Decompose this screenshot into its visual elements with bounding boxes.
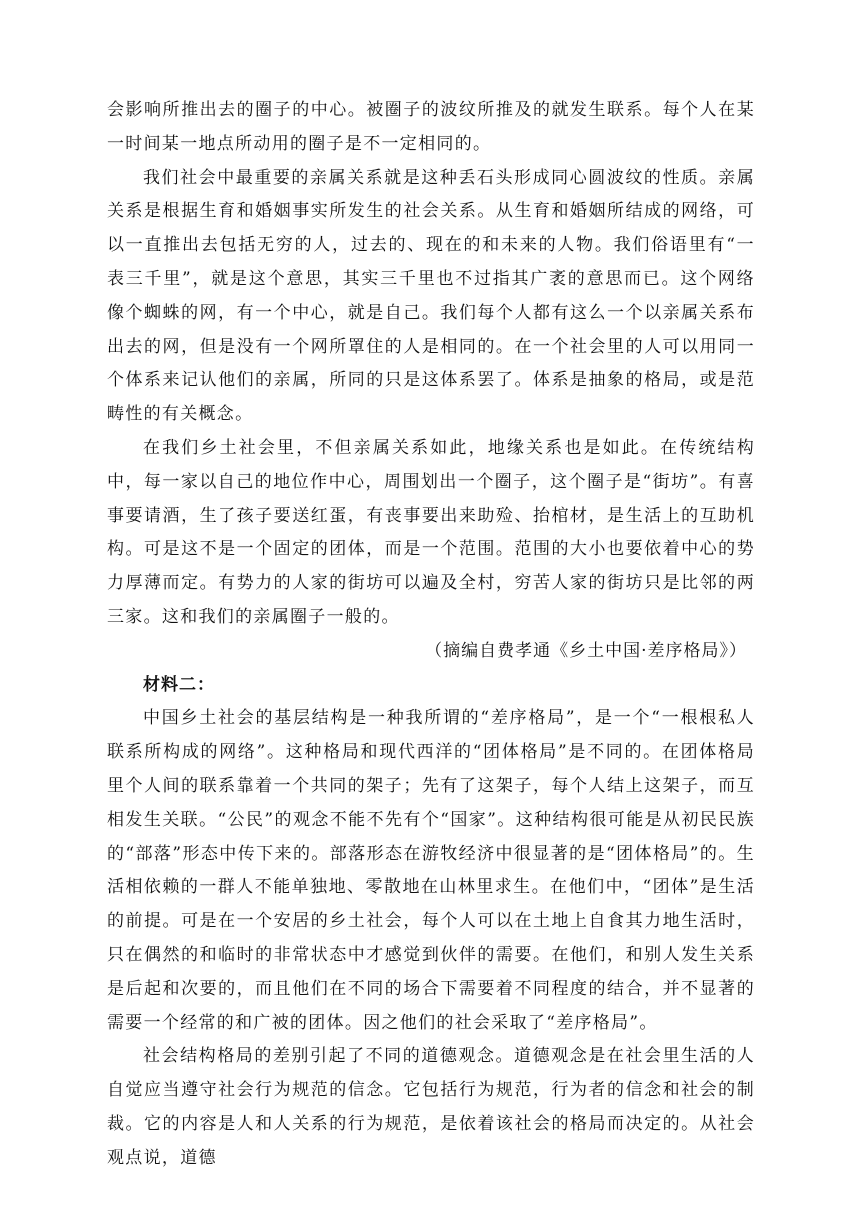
paragraph-structure: 中国乡土社会的基层结构是一种我所谓的“差序格局”，是一个“一根根私人联系所构成的网络”。这种格局和现代西洋的“团体格局”是不同的。在团体格局里个人间的联系靠着一个共同的架子；先有了这架子，每个人结上这架子，而互相发生关联。“公民”的观念不能不先有个“国家”。这种结构很可能是从初民民族的“部落”形态中传下来的。部落形态在游牧经济中很显著的是“团体格局”的。生活相依赖的一群人不能单独地、零散地在山林里求生。在他们中，“团体”是生活的前提。可是在一个安居的乡土社会，每个人可以在土地上自食其力地生活时，只在偶然的和临时的非常状态中才感觉到伙伴的需要。在他们，和别人发生关系是后起和次要的，而且他们在不同的场合下需要着不同程度的结合，并不显著的需要一个经常的和广被的团体。因之他们的社会采取了“差序格局”。 xyxy=(107,708,755,1033)
paragraph-1-continuation: 会影响所推出去的圈子的中心。被圈子的波纹所推及的就发生联系。每个人在某一时间某一地点所动用的圈子是不一定相同的。 xyxy=(107,100,755,154)
paragraph-kinship: 我们社会中最重要的亲属关系就是这种丢石头形成同心圆波纹的性质。亲属关系是根据生育和婚姻事实所发生的社会关系。从生育和婚姻所结成的网络，可以一直推出去包括无穷的人，过去的、现在的和未来的人物。我们俗语里有“一表三千里”，就是这个意思，其实三千里也不过指其广袤的意思而已。这个网络像个蜘蛛的网，有一个中心，就是自己。我们每个人都有这么一个以亲属关系布出去的网，但是没有一个网所罩住的人是相同的。在一个社会里的人可以用同一个体系来记认他们的亲属，所同的只是这体系罢了。体系是抽象的格局，或是范畴性的有关概念。 xyxy=(107,167,755,425)
source-citation: （摘编自费孝通《乡土中国·差序格局》） xyxy=(425,640,747,661)
paragraph-neighborhood: 在我们乡土社会里，不但亲属关系如此，地缘关系也是如此。在传统结构中，每一家以自己的地位作中心，周围划出一个圈子，这个圈子是“街坊”。有喜事要请酒，生了孩子要送红蛋，有丧事要出来助殓、抬棺材，是生活上的互助机构。可是这不是一个固定的团体，而是一个范围。范围的大小也要依着中心的势力厚薄而定。有势力的人家的街坊可以遍及全村，穷苦人家的街坊只是比邻的两三家。这和我们的亲属圈子一般的。 xyxy=(107,437,755,627)
section-heading: 材料二： xyxy=(143,674,215,695)
paragraph-morality: 社会结构格局的差别引起了不同的道德观念。道德观念是在社会里生活的人自觉应当遵守社会行为规范的信念。它包括行为规范，行为者的信念和社会的制裁。它的内容是人和人关系的行为规范，是依着该社会的格局而决定的。从社会观点说，道德 xyxy=(107,1046,755,1168)
document-page xyxy=(107,94,755,1176)
